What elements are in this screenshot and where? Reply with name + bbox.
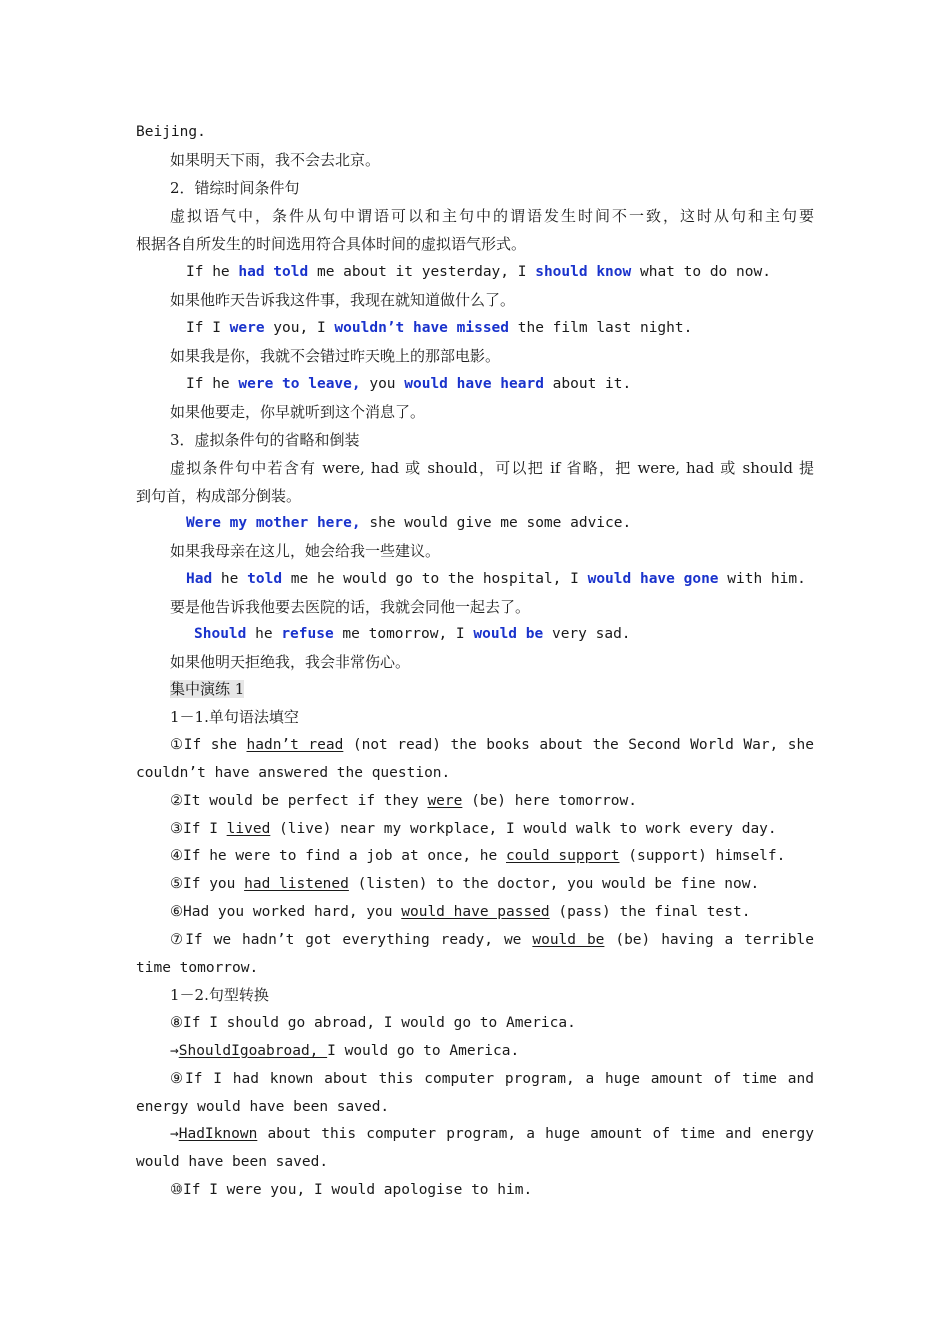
example-sentence: If he had told me about it yesterday, I should know what to do now. (186, 264, 771, 280)
text-line: 到句首，构成部分倒装。 (136, 487, 302, 505)
highlight-phrase: had told (238, 264, 309, 280)
example-sentence: Were my mother here, she would give me some advice. (186, 515, 632, 531)
example-sentence: If I were you, I wouldn’t have missed the film last night. (186, 320, 693, 336)
highlight-phrase: would be (473, 626, 544, 642)
translation-line: 如果我是你，我就不会错过昨天晚上的那部电影。 (170, 347, 501, 365)
arrow-icon: → (170, 1126, 179, 1142)
exercise-continuation: would have been saved. (136, 1154, 329, 1170)
heading-inversion: 3．虚拟条件句的省略和倒装 (170, 431, 360, 449)
highlight-phrase: Should (194, 626, 247, 642)
exercise-item: ⑦If we hadn’t got everything ready, we would be (be) having a terrible (170, 932, 814, 948)
answer-blank: would be (532, 932, 605, 948)
subsection-title: 1－2.句型转换 (170, 986, 269, 1004)
exercise-item: ⑤If you had listened (listen) to the doctor, you would be fine now. (170, 876, 760, 892)
highlight-phrase: Had (186, 571, 213, 587)
translation-line: 要是他告诉我他要去医院的话，我就会同他一起去了。 (170, 598, 531, 616)
answer-blank: lived (226, 821, 271, 837)
exercise-answer: →HadIknown about this computer program, a huge amount of time and energy (170, 1126, 814, 1142)
exercise-continuation: couldn’t have answered the question. (136, 765, 451, 781)
highlight-phrase: told (247, 571, 283, 587)
text-line: 虚拟条件句中若含有 were, had 或 should，可以把 if 省略，把 were, had 或 should 提 (170, 459, 814, 477)
heading-mixed-time-conditional: 2．错综时间条件句 (170, 179, 300, 197)
text-line: 虚拟语气中，条件从句中谓语可以和主句中的谓语发生时间不一致，这时从句和主句要 (170, 207, 814, 225)
example-sentence: If he were to leave, you would have heard about it. (186, 376, 632, 392)
translation-line: 如果他明天拒绝我，我会非常伤心。 (170, 653, 411, 671)
answer-blank: would have passed (401, 904, 550, 920)
text-line: 根据各自所发生的时间选用符合具体时间的虚拟语气形式。 (136, 235, 527, 253)
answer-blank: HadIknown (178, 1126, 258, 1142)
exercise-item: ①If she hadn’t read (not read) the books about the Second World War, she (170, 737, 814, 753)
section-title: 集中演练 1 (170, 680, 245, 698)
answer-blank: hadn’t read (246, 737, 344, 753)
highlight-phrase: were to leave, (238, 376, 361, 392)
example-sentence: Should he refuse me tomorrow, I would be very sad. (194, 626, 631, 642)
exercise-item: ⑩If I were you, I would apologise to him. (170, 1182, 533, 1198)
answer-blank: could support (506, 848, 620, 864)
translation-line: 如果明天下雨，我不会去北京。 (170, 151, 381, 169)
exercise-continuation: time tomorrow. (136, 960, 259, 976)
highlight-phrase: wouldn’t have missed (334, 320, 510, 336)
answer-blank: had listened (244, 876, 349, 892)
exercise-item: ④If he were to find a job at once, he could support (support) himself. (170, 848, 786, 864)
exercise-continuation: energy would have been saved. (136, 1099, 390, 1115)
highlight-phrase: would have gone (587, 571, 719, 587)
exercise-answer: →ShouldIgoabroad, I would go to America. (170, 1043, 520, 1059)
highlight-phrase: would have heard (404, 376, 544, 392)
translation-line: 如果他昨天告诉我这件事，我现在就知道做什么了。 (170, 291, 516, 309)
subsection-title: 1－1.单句语法填空 (170, 708, 299, 726)
highlight-phrase: refuse (281, 626, 334, 642)
example-sentence: Had he told me he would go to the hospital, I would have gone with him. (186, 571, 806, 587)
exercise-item: ⑨If I had known about this computer program, a huge amount of time and (170, 1071, 814, 1087)
exercise-item: ⑥Had you worked hard, you would have passed (pass) the final test. (170, 904, 751, 920)
exercise-item: ③If I lived (live) near my workplace, I would walk to work every day. (170, 821, 777, 837)
highlight-phrase: Were my mother here, (186, 515, 361, 531)
highlight-phrase: were (229, 320, 265, 336)
arrow-icon: → (170, 1043, 179, 1059)
translation-line: 如果他要走，你早就听到这个消息了。 (170, 403, 426, 421)
highlight-phrase: should know (535, 264, 632, 280)
exercise-item: ⑧If I should go abroad, I would go to America. (170, 1015, 576, 1031)
text-line: Beijing. (136, 124, 206, 140)
exercise-item: ②It would be perfect if they were (be) here tomorrow. (170, 793, 637, 809)
answer-blank: ShouldIgoabroad, (178, 1043, 328, 1059)
answer-blank: were (427, 793, 463, 809)
translation-line: 如果我母亲在这儿，她会给我一些建议。 (170, 542, 441, 560)
